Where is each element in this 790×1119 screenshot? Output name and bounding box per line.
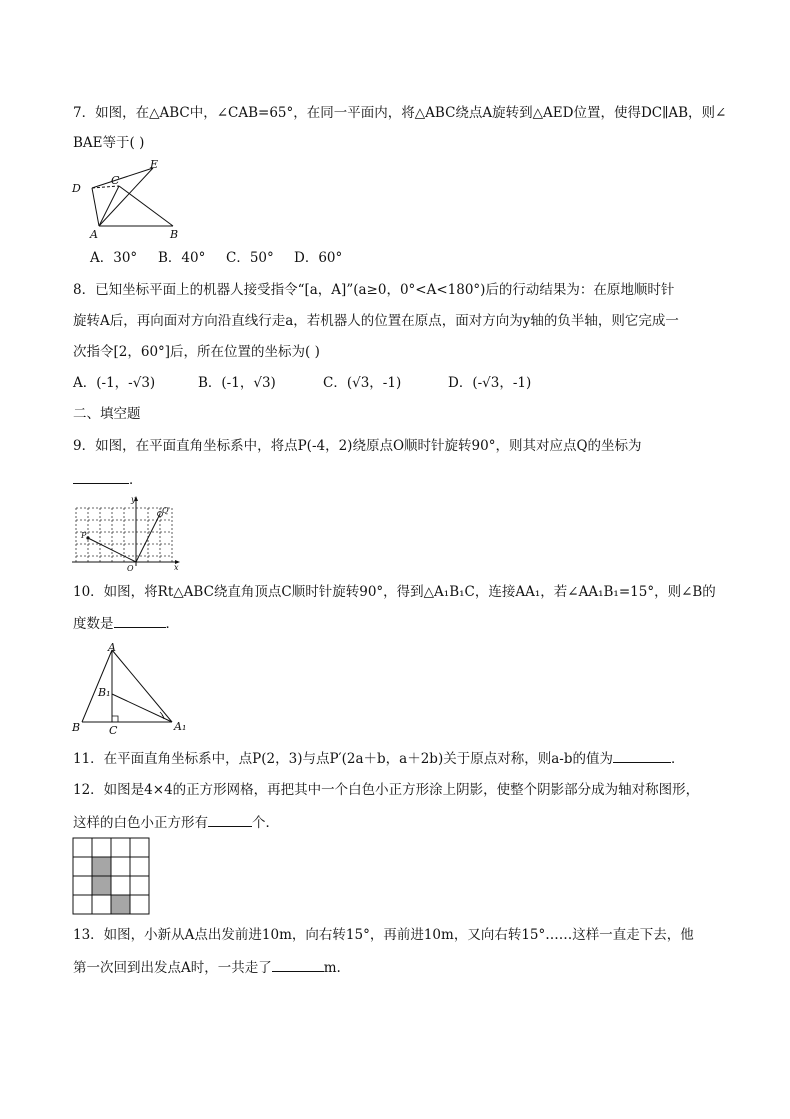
q7-label-b: B: [170, 228, 179, 241]
q7-stem-line2: BAE等于( ): [73, 135, 145, 151]
q9-answer-blank[interactable]: [73, 469, 129, 484]
q12-stem-line1: 12．如图是4×4的正方形网格，再把其中一个白色小正方形涂上阴影，使整个阴影部分成为轴对称图形，: [73, 782, 700, 798]
q8-option-d: D．(-√3，-1): [448, 375, 532, 391]
q7-options: [90, 249, 342, 267]
q10-start: 度数是: [73, 616, 114, 632]
q13-stem-line1: 13．如图，小新从A点出发前进10m，向右转15°，再前进10m，又向右转15°……这样一直走下去，他: [73, 927, 694, 943]
q12-end: 个．: [252, 815, 279, 831]
q9-grid-figure: [70, 494, 182, 574]
q7-option-a: A．30°: [90, 250, 138, 266]
q8-options: [73, 374, 531, 392]
q13-end: m.: [323, 960, 341, 976]
q9-label-q: Q: [162, 506, 169, 515]
q9-stem-line1: 9．如图，在平面直角坐标系中，将点P(-4，2)绕原点O顺时针旋转90°，则其对应点Q的坐标为: [73, 438, 642, 454]
q13-start: 第一次回到出发点A时，一共走了: [73, 960, 272, 976]
q10-stem-line1: 10．如图，将Rt△ABC绕直角顶点C顺时针旋转90°，得到△A₁B₁C，连接AA₁，若∠AA₁B₁=15°，则∠B的: [73, 584, 716, 600]
q13-answer-line: [73, 957, 341, 977]
q10-label-b1: B₁: [98, 686, 111, 699]
q8-option-b: B．(-1，√3): [198, 375, 276, 391]
q11-answer-blank[interactable]: [613, 748, 671, 763]
q8-option-c: C．(√3，-1): [323, 375, 402, 391]
q7-option-c: C．50°: [226, 250, 274, 266]
q7-figure: [70, 158, 190, 240]
q10-label-b: B: [72, 721, 81, 734]
q10-triangle-figure: [70, 640, 190, 736]
q10-answer-blank[interactable]: [114, 613, 166, 628]
q7-option-d: D．60°: [294, 250, 343, 266]
shaded-cell: [111, 895, 130, 914]
q10-end: ．: [165, 616, 179, 632]
q13-answer-blank[interactable]: [272, 957, 324, 972]
q10-label-c: C: [109, 724, 118, 737]
q9-label-x: x: [174, 563, 179, 572]
q12-answer-line: [73, 812, 279, 832]
q7-label-d: D: [72, 182, 81, 195]
q11-end: ．: [670, 751, 685, 767]
q10-label-a: A: [108, 641, 116, 654]
shaded-cell: [92, 857, 111, 876]
q12-answer-blank[interactable]: [208, 812, 252, 827]
q10-label-a1: A₁: [174, 720, 187, 733]
section-title: 二、填空题: [73, 406, 141, 422]
q9-answer-line: [73, 469, 143, 489]
q7-stem-line1: 7．如图，在△ABC中，∠CAB=65°，在同一平面内，将△ABC绕点A旋转到△AED位置，使得DC∥AB，则∠: [73, 105, 727, 121]
q7-label-e: E: [150, 158, 159, 171]
q8-option-a: A．(-1，-√3): [73, 375, 156, 391]
q9-end: ．: [129, 472, 143, 488]
q8-stem-line1: 8．已知坐标平面上的机器人接受指令“[a，A]”(a≥0，0°<A<180°)后的行动结果为：在原地顺时针: [73, 282, 675, 298]
q7-label-c: C: [111, 174, 120, 187]
q9-label-o: O: [127, 564, 134, 573]
q12-grid-figure: [72, 838, 152, 918]
q9-label-y: y: [131, 495, 136, 504]
q12-start: 这样的白色小正方形有: [73, 815, 208, 831]
q8-stem-line3: 次指令[2，60°]后，所在位置的坐标为( ): [73, 344, 320, 360]
shaded-cell: [92, 876, 111, 895]
q10-answer-line: [73, 613, 179, 633]
q9-label-p: P: [81, 531, 87, 540]
q11-stem: [73, 748, 684, 768]
q7-option-b: B．40°: [158, 250, 206, 266]
q7-label-a: A: [90, 228, 98, 241]
q11-text: 11．在平面直角坐标系中，点P(2，3)与点P′(2a＋b，a＋2b)关于原点对称，则a-b的值为: [73, 751, 613, 767]
q8-stem-line2: 旋转A后，再向面对方向沿直线行走a，若机器人的位置在原点，面对方向为y轴的负半轴，则它完成一: [73, 313, 679, 329]
